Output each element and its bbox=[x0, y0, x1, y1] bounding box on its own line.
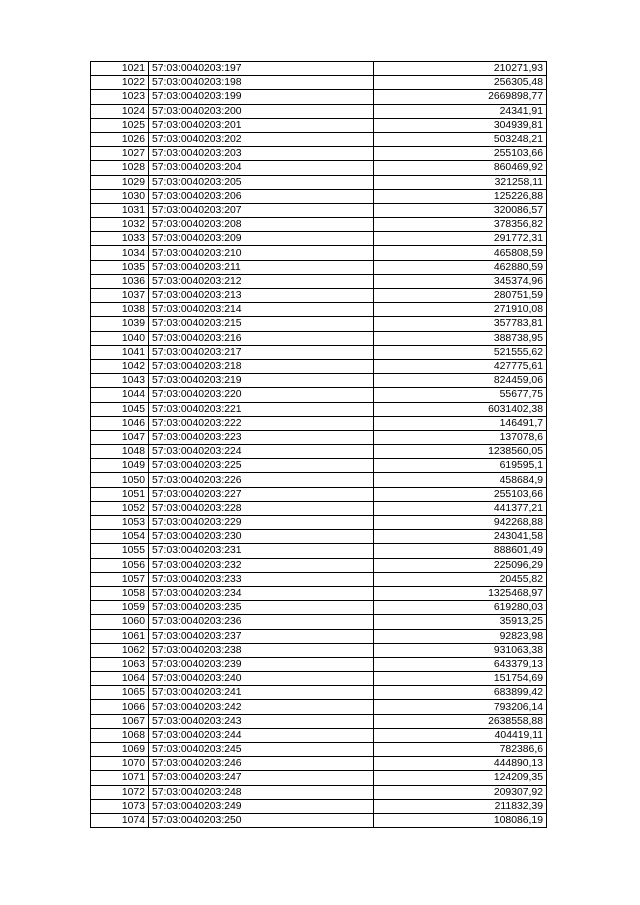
table-row bbox=[91, 331, 547, 345]
value-cell: 2669898,77 bbox=[374, 90, 547, 104]
row-number-cell: 1023 bbox=[91, 90, 149, 104]
row-number-cell: 1073 bbox=[91, 799, 149, 813]
row-number-cell: 1059 bbox=[91, 601, 149, 615]
row-number-cell: 1041 bbox=[91, 345, 149, 359]
cadastral-number-cell: 57:03:0040203:236 bbox=[149, 615, 374, 629]
cadastral-number-cell: 57:03:0040203:226 bbox=[149, 473, 374, 487]
value-cell: 643379,13 bbox=[374, 657, 547, 671]
value-cell: 462880,59 bbox=[374, 260, 547, 274]
value-cell: 931063,38 bbox=[374, 643, 547, 657]
value-cell: 782386,6 bbox=[374, 743, 547, 757]
table-row bbox=[91, 104, 547, 118]
table-row bbox=[91, 544, 547, 558]
cadastral-number-cell: 57:03:0040203:230 bbox=[149, 530, 374, 544]
row-number-cell: 1046 bbox=[91, 416, 149, 430]
cadastral-number-cell: 57:03:0040203:214 bbox=[149, 303, 374, 317]
row-number-cell: 1063 bbox=[91, 657, 149, 671]
table-row bbox=[91, 657, 547, 671]
row-number-cell: 1074 bbox=[91, 813, 149, 827]
table-row bbox=[91, 345, 547, 359]
table-row bbox=[91, 274, 547, 288]
row-number-cell: 1066 bbox=[91, 700, 149, 714]
table-row bbox=[91, 118, 547, 132]
value-cell: 444890,13 bbox=[374, 757, 547, 771]
row-number-cell: 1056 bbox=[91, 558, 149, 572]
cadastral-number-cell: 57:03:0040203:212 bbox=[149, 274, 374, 288]
cadastral-number-cell: 57:03:0040203:218 bbox=[149, 359, 374, 373]
value-cell: 125226,88 bbox=[374, 189, 547, 203]
cadastral-number-cell: 57:03:0040203:225 bbox=[149, 459, 374, 473]
table-row bbox=[91, 572, 547, 586]
table-row bbox=[91, 232, 547, 246]
cadastral-number-cell: 57:03:0040203:231 bbox=[149, 544, 374, 558]
cadastral-number-cell: 57:03:0040203:199 bbox=[149, 90, 374, 104]
value-cell: 458684,9 bbox=[374, 473, 547, 487]
table-row bbox=[91, 218, 547, 232]
row-number-cell: 1025 bbox=[91, 118, 149, 132]
table-row bbox=[91, 799, 547, 813]
table-row bbox=[91, 445, 547, 459]
row-number-cell: 1024 bbox=[91, 104, 149, 118]
row-number-cell: 1064 bbox=[91, 672, 149, 686]
row-number-cell: 1050 bbox=[91, 473, 149, 487]
cadastral-number-cell: 57:03:0040203:217 bbox=[149, 345, 374, 359]
value-cell: 6031402,38 bbox=[374, 402, 547, 416]
value-cell: 357783,81 bbox=[374, 317, 547, 331]
value-cell: 137078,6 bbox=[374, 430, 547, 444]
row-number-cell: 1032 bbox=[91, 218, 149, 232]
cadastral-number-cell: 57:03:0040203:234 bbox=[149, 586, 374, 600]
value-cell: 503248,21 bbox=[374, 132, 547, 146]
cadastral-number-cell: 57:03:0040203:219 bbox=[149, 374, 374, 388]
cadastral-number-cell: 57:03:0040203:207 bbox=[149, 203, 374, 217]
row-number-cell: 1068 bbox=[91, 728, 149, 742]
table-row bbox=[91, 757, 547, 771]
cadastral-number-cell: 57:03:0040203:247 bbox=[149, 771, 374, 785]
row-number-cell: 1042 bbox=[91, 359, 149, 373]
table-row bbox=[91, 558, 547, 572]
row-number-cell: 1051 bbox=[91, 487, 149, 501]
cadastral-number-cell: 57:03:0040203:246 bbox=[149, 757, 374, 771]
table-row bbox=[91, 289, 547, 303]
row-number-cell: 1070 bbox=[91, 757, 149, 771]
table-row bbox=[91, 615, 547, 629]
row-number-cell: 1053 bbox=[91, 516, 149, 530]
value-cell: 210271,93 bbox=[374, 62, 547, 76]
row-number-cell: 1022 bbox=[91, 76, 149, 90]
table-row bbox=[91, 601, 547, 615]
value-cell: 24341,91 bbox=[374, 104, 547, 118]
cadastral-number-cell: 57:03:0040203:202 bbox=[149, 132, 374, 146]
row-number-cell: 1060 bbox=[91, 615, 149, 629]
table-row bbox=[91, 161, 547, 175]
cadastral-number-cell: 57:03:0040203:227 bbox=[149, 487, 374, 501]
row-number-cell: 1072 bbox=[91, 785, 149, 799]
row-number-cell: 1035 bbox=[91, 260, 149, 274]
table-row bbox=[91, 203, 547, 217]
cadastral-number-cell: 57:03:0040203:239 bbox=[149, 657, 374, 671]
cadastral-number-cell: 57:03:0040203:211 bbox=[149, 260, 374, 274]
value-cell: 619595,1 bbox=[374, 459, 547, 473]
table-row bbox=[91, 586, 547, 600]
cadastral-number-cell: 57:03:0040203:249 bbox=[149, 799, 374, 813]
value-cell: 388738,95 bbox=[374, 331, 547, 345]
cadastral-number-cell: 57:03:0040203:209 bbox=[149, 232, 374, 246]
row-number-cell: 1043 bbox=[91, 374, 149, 388]
cadastral-number-cell: 57:03:0040203:220 bbox=[149, 388, 374, 402]
row-number-cell: 1061 bbox=[91, 629, 149, 643]
value-cell: 427775,61 bbox=[374, 359, 547, 373]
cadastral-number-cell: 57:03:0040203:205 bbox=[149, 175, 374, 189]
value-cell: 683899,42 bbox=[374, 686, 547, 700]
value-cell: 1325468,97 bbox=[374, 586, 547, 600]
row-number-cell: 1067 bbox=[91, 714, 149, 728]
value-cell: 888601,49 bbox=[374, 544, 547, 558]
cadastral-number-cell: 57:03:0040203:197 bbox=[149, 62, 374, 76]
cadastral-number-cell: 57:03:0040203:233 bbox=[149, 572, 374, 586]
table-row bbox=[91, 430, 547, 444]
value-cell: 255103,66 bbox=[374, 147, 547, 161]
value-cell: 225096,29 bbox=[374, 558, 547, 572]
cadastral-number-cell: 57:03:0040203:248 bbox=[149, 785, 374, 799]
value-cell: 793206,14 bbox=[374, 700, 547, 714]
value-cell: 291772,31 bbox=[374, 232, 547, 246]
table-row bbox=[91, 175, 547, 189]
value-cell: 271910,08 bbox=[374, 303, 547, 317]
row-number-cell: 1071 bbox=[91, 771, 149, 785]
row-number-cell: 1031 bbox=[91, 203, 149, 217]
value-cell: 824459,06 bbox=[374, 374, 547, 388]
row-number-cell: 1052 bbox=[91, 501, 149, 515]
table-row bbox=[91, 76, 547, 90]
cadastral-number-cell: 57:03:0040203:223 bbox=[149, 430, 374, 444]
value-cell: 2638558,88 bbox=[374, 714, 547, 728]
cadastral-number-cell: 57:03:0040203:245 bbox=[149, 743, 374, 757]
value-cell: 521555,62 bbox=[374, 345, 547, 359]
row-number-cell: 1029 bbox=[91, 175, 149, 189]
value-cell: 255103,66 bbox=[374, 487, 547, 501]
value-cell: 304939,81 bbox=[374, 118, 547, 132]
table-row bbox=[91, 785, 547, 799]
value-cell: 211832,39 bbox=[374, 799, 547, 813]
table-row bbox=[91, 402, 547, 416]
row-number-cell: 1027 bbox=[91, 147, 149, 161]
value-cell: 124209,35 bbox=[374, 771, 547, 785]
value-cell: 1238560,05 bbox=[374, 445, 547, 459]
row-number-cell: 1055 bbox=[91, 544, 149, 558]
cadastral-number-cell: 57:03:0040203:203 bbox=[149, 147, 374, 161]
cadastral-number-cell: 57:03:0040203:221 bbox=[149, 402, 374, 416]
value-cell: 619280,03 bbox=[374, 601, 547, 615]
table-row bbox=[91, 813, 547, 827]
row-number-cell: 1044 bbox=[91, 388, 149, 402]
value-cell: 35913,25 bbox=[374, 615, 547, 629]
row-number-cell: 1030 bbox=[91, 189, 149, 203]
table-row bbox=[91, 672, 547, 686]
table-row bbox=[91, 260, 547, 274]
value-cell: 321258,11 bbox=[374, 175, 547, 189]
row-number-cell: 1054 bbox=[91, 530, 149, 544]
cadastral-number-cell: 57:03:0040203:210 bbox=[149, 246, 374, 260]
table-row bbox=[91, 686, 547, 700]
value-cell: 404419,11 bbox=[374, 728, 547, 742]
row-number-cell: 1047 bbox=[91, 430, 149, 444]
value-cell: 280751,59 bbox=[374, 289, 547, 303]
value-cell: 256305,48 bbox=[374, 76, 547, 90]
row-number-cell: 1033 bbox=[91, 232, 149, 246]
table-row bbox=[91, 359, 547, 373]
value-cell: 320086,57 bbox=[374, 203, 547, 217]
row-number-cell: 1048 bbox=[91, 445, 149, 459]
value-cell: 108086,19 bbox=[374, 813, 547, 827]
cadastral-number-cell: 57:03:0040203:235 bbox=[149, 601, 374, 615]
cadastral-number-cell: 57:03:0040203:208 bbox=[149, 218, 374, 232]
table-body bbox=[91, 62, 547, 828]
value-cell: 151754,69 bbox=[374, 672, 547, 686]
value-cell: 20455,82 bbox=[374, 572, 547, 586]
table-row bbox=[91, 62, 547, 76]
table-row bbox=[91, 303, 547, 317]
table-row bbox=[91, 487, 547, 501]
cadastral-number-cell: 57:03:0040203:243 bbox=[149, 714, 374, 728]
table-row bbox=[91, 317, 547, 331]
cadastral-number-cell: 57:03:0040203:244 bbox=[149, 728, 374, 742]
cadastral-number-cell: 57:03:0040203:238 bbox=[149, 643, 374, 657]
row-number-cell: 1058 bbox=[91, 586, 149, 600]
row-number-cell: 1026 bbox=[91, 132, 149, 146]
row-number-cell: 1045 bbox=[91, 402, 149, 416]
value-cell: 860469,92 bbox=[374, 161, 547, 175]
cadastral-number-cell: 57:03:0040203:232 bbox=[149, 558, 374, 572]
cadastral-number-cell: 57:03:0040203:237 bbox=[149, 629, 374, 643]
row-number-cell: 1040 bbox=[91, 331, 149, 345]
row-number-cell: 1021 bbox=[91, 62, 149, 76]
table-row bbox=[91, 416, 547, 430]
table-row bbox=[91, 714, 547, 728]
table-row bbox=[91, 728, 547, 742]
cadastral-number-cell: 57:03:0040203:240 bbox=[149, 672, 374, 686]
table-row bbox=[91, 629, 547, 643]
table-row bbox=[91, 473, 547, 487]
cadastral-number-cell: 57:03:0040203:213 bbox=[149, 289, 374, 303]
value-cell: 55677,75 bbox=[374, 388, 547, 402]
table-row bbox=[91, 643, 547, 657]
row-number-cell: 1065 bbox=[91, 686, 149, 700]
cadastral-number-cell: 57:03:0040203:198 bbox=[149, 76, 374, 90]
row-number-cell: 1049 bbox=[91, 459, 149, 473]
row-number-cell: 1036 bbox=[91, 274, 149, 288]
table-row bbox=[91, 132, 547, 146]
row-number-cell: 1057 bbox=[91, 572, 149, 586]
cadastral-number-cell: 57:03:0040203:242 bbox=[149, 700, 374, 714]
row-number-cell: 1038 bbox=[91, 303, 149, 317]
cadastral-number-cell: 57:03:0040203:250 bbox=[149, 813, 374, 827]
row-number-cell: 1039 bbox=[91, 317, 149, 331]
table-row bbox=[91, 771, 547, 785]
cadastral-number-cell: 57:03:0040203:241 bbox=[149, 686, 374, 700]
cadastral-value-table bbox=[90, 61, 547, 828]
table-row bbox=[91, 459, 547, 473]
table-row bbox=[91, 374, 547, 388]
table-row bbox=[91, 516, 547, 530]
cadastral-number-cell: 57:03:0040203:201 bbox=[149, 118, 374, 132]
cadastral-number-cell: 57:03:0040203:229 bbox=[149, 516, 374, 530]
table-row bbox=[91, 388, 547, 402]
cadastral-number-cell: 57:03:0040203:215 bbox=[149, 317, 374, 331]
cadastral-number-cell: 57:03:0040203:204 bbox=[149, 161, 374, 175]
row-number-cell: 1062 bbox=[91, 643, 149, 657]
table-row bbox=[91, 246, 547, 260]
value-cell: 465808,59 bbox=[374, 246, 547, 260]
cadastral-number-cell: 57:03:0040203:222 bbox=[149, 416, 374, 430]
table-row bbox=[91, 700, 547, 714]
row-number-cell: 1069 bbox=[91, 743, 149, 757]
row-number-cell: 1034 bbox=[91, 246, 149, 260]
table-row bbox=[91, 530, 547, 544]
value-cell: 209307,92 bbox=[374, 785, 547, 799]
cadastral-number-cell: 57:03:0040203:224 bbox=[149, 445, 374, 459]
cadastral-number-cell: 57:03:0040203:228 bbox=[149, 501, 374, 515]
value-cell: 146491,7 bbox=[374, 416, 547, 430]
cadastral-number-cell: 57:03:0040203:206 bbox=[149, 189, 374, 203]
value-cell: 92823,98 bbox=[374, 629, 547, 643]
table-row bbox=[91, 189, 547, 203]
row-number-cell: 1028 bbox=[91, 161, 149, 175]
table-row bbox=[91, 501, 547, 515]
value-cell: 942268,88 bbox=[374, 516, 547, 530]
table-row bbox=[91, 743, 547, 757]
row-number-cell: 1037 bbox=[91, 289, 149, 303]
cadastral-number-cell: 57:03:0040203:216 bbox=[149, 331, 374, 345]
value-cell: 345374,96 bbox=[374, 274, 547, 288]
table-row bbox=[91, 90, 547, 104]
value-cell: 441377,21 bbox=[374, 501, 547, 515]
table-row bbox=[91, 147, 547, 161]
cadastral-number-cell: 57:03:0040203:200 bbox=[149, 104, 374, 118]
value-cell: 378356,82 bbox=[374, 218, 547, 232]
value-cell: 243041,58 bbox=[374, 530, 547, 544]
